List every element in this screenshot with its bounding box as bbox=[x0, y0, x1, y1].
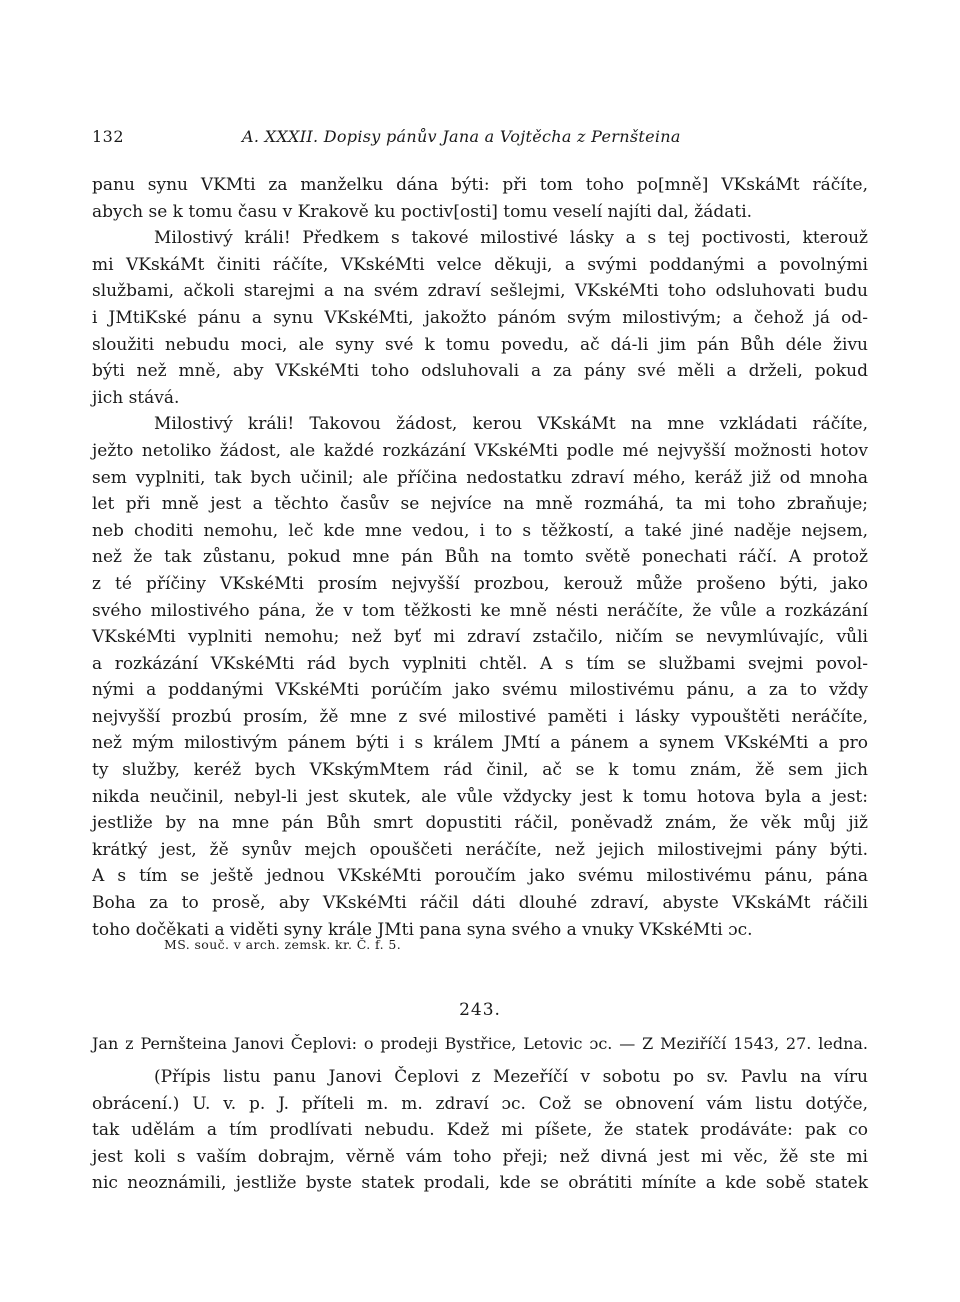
text-line: tak udělám a tím prodlívati nebudu. Kdež mi píšete, že statek prodáváte: pak co bbox=[92, 1120, 868, 1141]
text-line: než mým milostivým pánem býti i s králem JMtí a pánem a synem VKskéMti a pro bbox=[92, 733, 868, 754]
text-line: VKskéMti vyplniti nemohu; než byť mi zdraví zstačilo, ničím se nevymlúvajíc, vůli bbox=[92, 627, 868, 648]
text-line: Milostivý králi! Takovou žádost, kerou VKskáMt na mne vzkládati ráčíte, bbox=[154, 414, 868, 435]
text-line: Milostivý králi! Předkem s takové milostivé lásky a s tej poctivosti, kterouž bbox=[154, 228, 868, 249]
text-line: mi VKskáMt činiti ráčíte, VKskéMti velce děkuji, a svými poddanými a povolnými bbox=[92, 254, 868, 275]
text-line: z té příčiny VKskéMti prosím nejvyšší prozbou, kerouž může prošeno býti, jako bbox=[92, 573, 868, 594]
text-line: obrácení.) U. v. p. J. příteli m. m. zdraví ɔc. Což se obnovení vám listu dotýče, bbox=[92, 1093, 868, 1114]
text-line: nic neoznámili, jestliže byste statek prodali, kde se obrátiti míníte a kde sobě statek bbox=[92, 1173, 868, 1194]
text-line: než že tak zůstanu, pokud mne pán Bůh na tomto světě ponechati ráčí. A protož bbox=[92, 547, 868, 568]
text-line: jest koli s vaším dobrajm, věrně vám toho přeji; než divná jest mi věc, žě ste mi bbox=[92, 1146, 868, 1167]
text-line: nými a poddanými VKskéMti porúčím jako svému milostivému pánu, a za to vždy bbox=[92, 680, 868, 701]
document-body bbox=[92, 1064, 868, 1197]
text-line: ježto netoliko žádost, ale každé rozkázání VKskéMti podle mé nejvyšší možnosti hotov bbox=[92, 440, 868, 461]
text-line: nikda neučinil, nebyl-li jest skutek, ale vůle vždycky jest k tomu hotova byla a jest: bbox=[92, 786, 868, 807]
letter-body bbox=[92, 172, 868, 943]
text-line: let při mně jest a těchto časův se nejvíce na mně rozmáhá, ta mi toho zbraňuje; bbox=[92, 494, 868, 515]
text-line: ty služby, keréž bych VKskýmMtem rád činil, ač se k tomu znám, žě sem jich bbox=[92, 760, 868, 781]
text-line: Boha za to prosě, aby VKskéMti ráčil dáti dlouhé zdraví, abyste VKskáMt ráčili bbox=[92, 893, 868, 914]
text-line: službami, ačkoli starejmi a na svém zdraví sešlejmi, VKskéMti toho odsluhovati budu bbox=[92, 281, 868, 302]
text-line: nejvyšší prozbú prosím, žě mne z své milostivé paměti i lásky vypouštěti neráčíte, bbox=[92, 706, 868, 727]
page-number: 132 bbox=[92, 127, 125, 146]
text-line: a rozkázání VKskéMti rád bych vyplniti chtěl. A s tím se službami svejmi povol- bbox=[92, 653, 868, 674]
text-line: svého milostivého pána, že v tom těžkosti ke mně nésti neráčíte, že vůle a rozkázání bbox=[92, 600, 868, 621]
text-line: (Přípis listu panu Janovi Čeplovi z Mezeříčí v sobotu po sv. Pavlu na víru bbox=[154, 1067, 868, 1087]
text-line: krátký jest, žě synův mejch opouščeti neráčíte, než jejich milostivejmi pány býti. bbox=[92, 839, 868, 860]
page-header bbox=[92, 126, 868, 152]
text-line: A s tím se ještě jednou VKskéMti poroučím jako svému milostivému pánu, pána bbox=[92, 866, 868, 887]
text-line: jich stává. bbox=[92, 387, 180, 408]
text-line: toho dočěkati a viděti syny krále JMti pana syna svého a vnuky VKskéMti ɔc. bbox=[92, 919, 753, 940]
text-line: býti než mně, aby VKskéMti toho odsluhovali a za pány své měli a drželi, pokud bbox=[92, 361, 868, 382]
running-head: A. XXXII. Dopisy pánův Jana a Vojtěcha z Pernšteina bbox=[242, 127, 681, 146]
text-line: sem vyplniti, tak bych učinil; ale příčina nedostatku zdraví mého, keráž již od mnoha bbox=[92, 467, 868, 488]
document-heading: Jan z Pernšteina Janovi Čeplovi: o prodeji Bystřice, Letovic ɔc. — Z Meziříčí 1543, 27. ledna. bbox=[92, 1034, 868, 1053]
document-number: 243. bbox=[459, 1000, 501, 1020]
text-line: jestliže by na mne pán Bůh smrt dopustiti ráčil, poněvadž znám, že věk můj již bbox=[92, 813, 868, 834]
text-line: i JMtiKské pánu a synu VKskéMti, jakožto pánóm svým milostivým; a čehož já od- bbox=[92, 307, 868, 328]
text-line: panu synu VKMti za manželku dána býti: při tom toho po[mně] VKskáMt ráčíte, bbox=[92, 175, 868, 195]
text-line: neb choditi nemohu, leč kde mne vedou, i to s těžkostí, a také jiné naděje nejsem, bbox=[92, 520, 868, 541]
text-line: abych se k tomu času v Krakově ku poctiv[osti] tomu veselí najíti dal, žádati. bbox=[92, 201, 753, 222]
source-footnote: MS. souč. v arch. zemsk. kr. Č. f. 5. bbox=[164, 937, 402, 952]
text-line: sloužiti nebudu moci, ale syny své k tomu povedu, ač dá-li jim pán Bůh déle živu bbox=[92, 334, 868, 355]
